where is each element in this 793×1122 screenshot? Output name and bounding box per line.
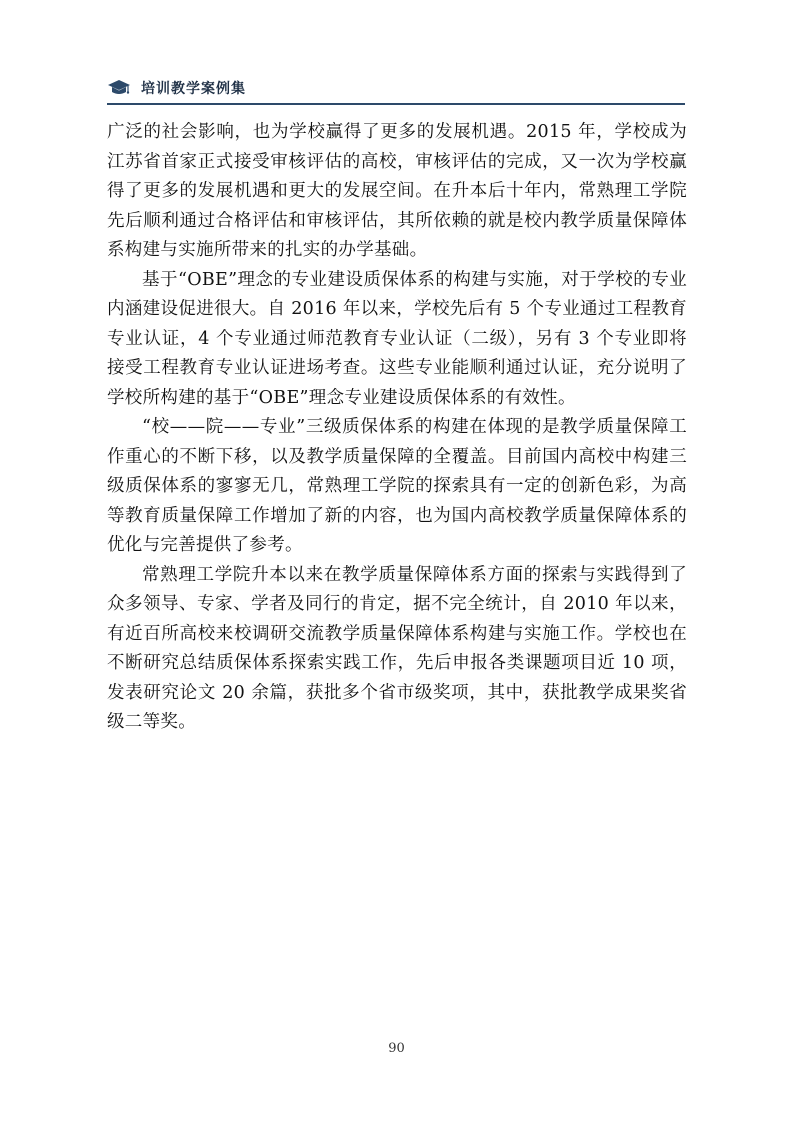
paragraph-3: “校——院——专业”三级质保体系的构建在体现的是教学质量保障工作重心的不断下移，以及教学质量保障的全覆盖。目前国内高校中构建三级质保体系的寥寥无几，常熟理工学院的探索具有一定的创新色彩，为高等教育质量保障工作增加了新的内容，也为国内高校教学质量保障体系的优化与完善提供了参考。 xyxy=(107,417,687,555)
body-text xyxy=(107,118,687,738)
running-header xyxy=(107,74,246,102)
page-number: 90 xyxy=(388,1041,405,1056)
header-title: 培训教学案例集 xyxy=(141,81,246,97)
paragraph-2: 基于“OBE”理念的专业建设质保体系的构建与实施，对于学校的专业内涵建设促进很大。自 2016 年以来，学校先后有 5 个专业通过工程教育专业认证，4 个专业通过师范教育专业认证（二级），另有 3 个专业即将接受工程教育专业认证进场考查。这些专业能顺利通过认证，充分说明了学校所构建的基于“OBE”理念专业建设质保体系的有效性。 xyxy=(107,269,687,408)
paragraph-1: 广泛的社会影响，也为学校赢得了更多的发展机遇。2015 年，学校成为江苏省首家正式接受审核评估的高校，审核评估的完成，又一次为学校赢得了更多的发展机遇和更大的发展空间。在升本后十年内，常熟理工学院先后顺利通过合格评估和审核评估，其所依赖的就是校内教学质量保障体系构建与实施所带来的扎实的办学基础。 xyxy=(107,122,687,260)
graduation-cap-icon xyxy=(107,78,131,98)
paragraph-4: 常熟理工学院升本以来在教学质量保障体系方面的探索与实践得到了众多领导、专家、学者及同行的肯定，据不完全统计，自 2010 年以来，有近百所高校来校调研交流教学质量保障体系构建与实施工作。学校也在不断研究总结质保体系探索实践工作，先后申报各类课题项目近 10 项，发表研究论文 20 余篇，获批多个省市级奖项，其中，获批教学成果奖省级二等奖。 xyxy=(107,564,687,732)
header-divider xyxy=(107,103,685,105)
